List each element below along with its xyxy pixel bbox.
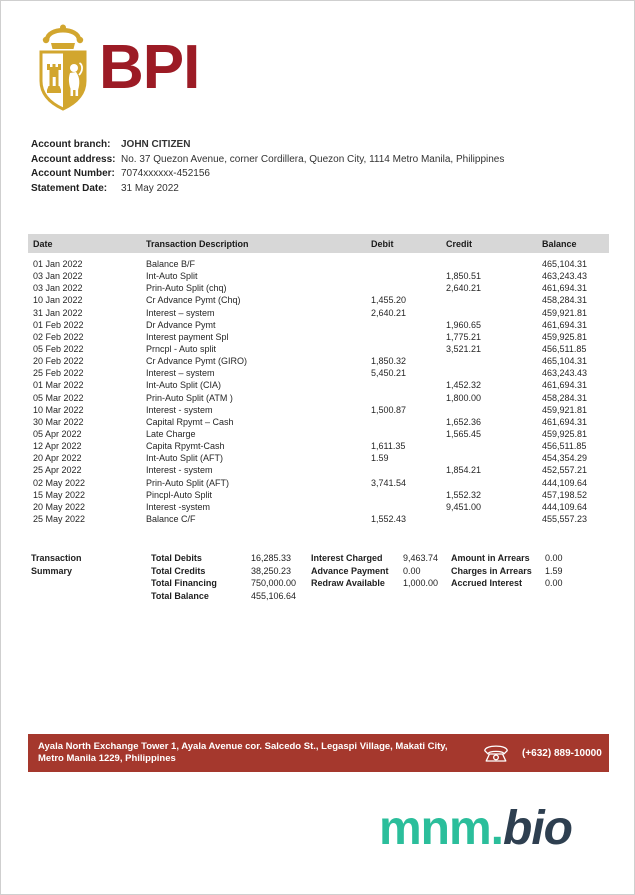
summary-row — [311, 552, 451, 565]
cell-balance: 444,109.64 — [542, 477, 588, 488]
cell-debit — [366, 282, 441, 294]
telephone-icon — [482, 743, 510, 764]
cell-balance: 459,921.81 — [542, 307, 588, 318]
cell-description: Prin-Auto Split (chq) — [146, 283, 227, 294]
cell-debit — [366, 416, 441, 428]
cell-date: 30 Mar 2022 — [33, 416, 84, 427]
table-row — [28, 501, 609, 513]
table-row — [28, 464, 609, 476]
cell-credit: 1,775.21 — [446, 331, 482, 342]
summary-label: Amount in Arrears — [451, 553, 530, 563]
summary-value: 1,000.00 — [403, 578, 439, 589]
account-address-label: Account address: — [31, 153, 116, 165]
table-row — [28, 452, 609, 464]
cell-debit: 1,455.20 — [371, 295, 407, 306]
mnm-bio-watermark — [379, 800, 572, 858]
table-row — [28, 513, 609, 525]
account-branch-label: Account branch: — [31, 139, 111, 150]
table-row — [28, 477, 609, 489]
cell-debit — [366, 270, 441, 282]
cell-description: Balance B/F — [146, 259, 196, 269]
col-header-date: Date — [33, 238, 53, 249]
summary-value: 0.00 — [545, 578, 563, 589]
footer-address: Ayala North Exchange Tower 1, Ayala Avenue cor. Salcedo St., Legaspi Village, Makati City, Metro Manila 1229, Philippines — [38, 740, 448, 764]
footer-bar — [28, 734, 609, 772]
cell-date: 12 Apr 2022 — [33, 441, 82, 452]
cell-credit: 9,451.00 — [446, 501, 482, 512]
cell-credit: 1,652.36 — [446, 416, 482, 427]
cell-debit — [366, 319, 441, 331]
summary-row — [451, 552, 595, 565]
watermark-mnm: mnm. — [379, 802, 504, 855]
account-address-row — [31, 153, 504, 168]
cell-description: Capital Rpymt – Cash — [146, 416, 234, 427]
cell-balance: 456,511.85 — [542, 343, 587, 354]
cell-credit: 1,960.65 — [446, 319, 482, 330]
summary-label: Total Credits — [151, 565, 206, 576]
cell-credit — [441, 404, 537, 416]
account-number-label: Account Number: — [31, 168, 115, 180]
account-number-row — [31, 167, 504, 182]
table-row — [28, 404, 609, 416]
footer-phone-number: (+632) 889-10000 — [522, 747, 602, 759]
table-row — [28, 392, 609, 404]
cell-credit — [441, 452, 537, 464]
cell-date: 25 May 2022 — [33, 513, 86, 524]
cell-description: Balance C/F — [146, 513, 196, 524]
summary-value: 38,250.23 — [251, 565, 292, 576]
cell-balance: 461,694.31 — [542, 319, 588, 330]
summary-row — [451, 565, 595, 578]
cell-credit: 1,800.00 — [446, 392, 482, 403]
cell-description: Capita Rpymt-Cash — [146, 441, 225, 452]
cell-description: Interest - system — [146, 404, 213, 415]
transactions-table — [28, 234, 609, 525]
cell-debit — [366, 428, 441, 440]
cell-date: 31 Jan 2022 — [33, 307, 83, 318]
table-row — [28, 367, 609, 379]
shield-icon — [41, 52, 85, 109]
account-number-value: 7074xxxxxx-452156 — [121, 168, 210, 180]
summary-row — [311, 565, 451, 578]
cell-date: 10 Jan 2022 — [33, 295, 83, 306]
cell-balance: 454,354.29 — [542, 453, 588, 464]
summary-row — [151, 590, 311, 603]
cell-debit: 1,500.87 — [371, 404, 407, 415]
summary-label: Total Debits — [151, 553, 202, 563]
table-row — [28, 270, 609, 282]
cell-balance: 452,557.21 — [542, 465, 588, 476]
summary-value: 0.00 — [403, 565, 421, 576]
cell-date: 05 Feb 2022 — [33, 343, 84, 354]
cell-credit — [441, 258, 537, 270]
summary-label: Charges in Arrears — [451, 565, 532, 576]
cell-credit: 1,565.45 — [446, 428, 482, 439]
cell-date: 01 Jan 2022 — [33, 259, 83, 269]
table-row — [28, 282, 609, 294]
summary-totals-group — [151, 552, 311, 602]
cell-date: 03 Jan 2022 — [33, 271, 83, 282]
summary-value: 9,463.74 — [403, 553, 439, 563]
cell-date: 02 May 2022 — [33, 477, 86, 488]
cell-debit — [366, 392, 441, 404]
cell-balance: 461,694.31 — [542, 380, 588, 391]
cell-description: Dr Advance Pymt — [146, 319, 216, 330]
cell-description: Interest - system — [146, 465, 213, 476]
watermark-bio: bio — [503, 802, 572, 855]
summary-arrears-group — [451, 552, 595, 602]
cell-debit — [366, 464, 441, 476]
summary-row — [451, 577, 595, 590]
summary-label: Accrued Interest — [451, 578, 523, 589]
summary-label: Interest Charged — [311, 553, 383, 563]
summary-label: Total Balance — [151, 590, 209, 601]
cell-date: 02 Feb 2022 — [33, 331, 84, 342]
cell-description: Interest -system — [146, 501, 211, 512]
cell-description: Prin-Auto Split (AFT) — [146, 477, 230, 488]
cell-date: 20 May 2022 — [33, 501, 86, 512]
cell-balance: 459,925.81 — [542, 331, 588, 342]
cell-balance: 456,511.85 — [542, 441, 587, 452]
summary-label: Redraw Available — [311, 578, 385, 589]
summary-interest-group — [311, 552, 451, 602]
cell-credit — [441, 513, 537, 525]
cell-description: Int-Auto Split (AFT) — [146, 453, 224, 464]
cell-date: 05 Mar 2022 — [33, 392, 84, 403]
summary-value: 455,106.64 — [251, 590, 297, 601]
cell-balance: 455,557.23 — [542, 513, 588, 524]
summary-row — [151, 552, 311, 565]
statement-date-value: 31 May 2022 — [121, 182, 179, 194]
col-header-description: Transaction Description — [146, 238, 249, 249]
table-body — [28, 258, 609, 525]
cell-balance: 465,104.31 — [542, 356, 588, 367]
cell-debit — [366, 501, 441, 513]
cell-date: 20 Feb 2022 — [33, 356, 84, 367]
crown-icon — [43, 25, 83, 50]
table-row — [28, 379, 609, 391]
cell-debit — [366, 331, 441, 343]
cell-description: Int-Auto Split (CIA) — [146, 380, 222, 391]
cell-description: Pincpl-Auto Split — [146, 489, 213, 500]
cell-date: 05 Apr 2022 — [33, 428, 82, 439]
cell-date: 25 Feb 2022 — [33, 368, 84, 379]
cell-credit — [441, 440, 537, 452]
cell-debit — [366, 379, 441, 391]
table-row — [28, 428, 609, 440]
cell-credit: 1,854.21 — [446, 465, 482, 476]
cell-balance: 444,109.64 — [542, 501, 588, 512]
summary-row — [311, 577, 451, 590]
transaction-summary — [31, 552, 595, 602]
cell-date: 10 Mar 2022 — [33, 404, 84, 415]
cell-credit: 1,850.51 — [446, 271, 482, 282]
cell-date: 25 Apr 2022 — [33, 465, 82, 476]
table-row — [28, 416, 609, 428]
summary-value: 750,000.00 — [251, 578, 297, 589]
summary-label: Total Financing — [151, 578, 217, 589]
cell-date: 01 Feb 2022 — [33, 319, 84, 330]
cell-credit — [441, 355, 537, 367]
cell-description: Interest – system — [146, 307, 215, 318]
cell-credit — [441, 294, 537, 306]
cell-debit — [366, 258, 441, 270]
cell-credit: 1,552.32 — [446, 489, 482, 500]
cell-balance: 458,284.31 — [542, 392, 588, 403]
cell-debit: 1.59 — [371, 453, 389, 464]
cell-description: Prin-Auto Split (ATM ) — [146, 392, 233, 403]
summary-row — [151, 565, 311, 578]
table-row — [28, 319, 609, 331]
col-header-credit: Credit — [446, 238, 473, 249]
bpi-crest-logo — [34, 23, 92, 116]
cell-credit: 3,521.21 — [446, 343, 482, 354]
table-header-row — [28, 234, 609, 253]
summary-title-line2: Summary — [31, 565, 73, 576]
cell-balance: 463,243.43 — [542, 368, 588, 379]
table-row — [28, 294, 609, 306]
cell-balance: 457,198.52 — [542, 489, 588, 500]
cell-credit: 2,640.21 — [446, 283, 482, 294]
summary-value: 1.59 — [545, 565, 563, 576]
account-branch-value: JOHN CITIZEN — [121, 139, 191, 150]
summary-title — [31, 552, 151, 602]
summary-title-line1: Transaction — [31, 553, 82, 563]
cell-description: Interest payment Spl — [146, 331, 229, 342]
col-header-balance: Balance — [542, 238, 577, 249]
table-row — [28, 440, 609, 452]
table-row — [28, 307, 609, 319]
cell-credit — [441, 477, 537, 489]
cell-credit — [441, 307, 537, 319]
bpi-wordmark: BPI — [99, 33, 200, 102]
summary-label: Advance Payment — [311, 565, 389, 576]
cell-date: 20 Apr 2022 — [33, 453, 82, 464]
table-row — [28, 343, 609, 355]
table-row — [28, 258, 609, 270]
cell-debit: 1,850.32 — [371, 356, 407, 367]
cell-debit: 2,640.21 — [371, 307, 407, 318]
cell-balance: 463,243.43 — [542, 271, 588, 282]
cell-debit — [366, 489, 441, 501]
cell-balance: 459,921.81 — [542, 404, 588, 415]
account-address-value: No. 37 Quezon Avenue, corner Cordillera, Quezon City, 1114 Metro Manila, Philippines — [121, 153, 505, 165]
cell-debit: 5,450.21 — [371, 368, 407, 379]
cell-balance: 461,694.31 — [542, 416, 588, 427]
cell-balance: 458,284.31 — [542, 295, 588, 306]
table-row — [28, 489, 609, 501]
cell-date: 01 Mar 2022 — [33, 380, 84, 391]
cell-balance: 459,925.81 — [542, 428, 588, 439]
cell-description: Cr Advance Pymt (Chq) — [146, 295, 241, 306]
cell-description: Interest – system — [146, 368, 215, 379]
account-info — [31, 138, 504, 196]
account-branch-row — [31, 138, 504, 153]
statement-date-label: Statement Date: — [31, 182, 108, 194]
cell-date: 03 Jan 2022 — [33, 283, 83, 294]
cell-debit: 3,741.54 — [371, 477, 407, 488]
cell-description: Late Charge — [146, 428, 196, 439]
cell-description: Prncpl - Auto split — [146, 343, 217, 354]
cell-debit — [366, 343, 441, 355]
cell-date: 15 May 2022 — [33, 489, 86, 500]
table-row — [28, 355, 609, 367]
cell-credit — [441, 367, 537, 379]
statement-date-row — [31, 182, 504, 197]
summary-row — [151, 577, 311, 590]
cell-description: Cr Advance Pymt (GIRO) — [146, 356, 248, 367]
col-header-debit: Debit — [371, 238, 394, 249]
cell-description: Int-Auto Split — [146, 271, 198, 282]
cell-debit: 1,611.35 — [371, 441, 406, 452]
cell-balance: 465,104.31 — [542, 259, 588, 269]
summary-value: 0.00 — [545, 553, 563, 563]
cell-credit: 1,452.32 — [446, 380, 482, 391]
cell-balance: 461,694.31 — [542, 283, 588, 294]
summary-value: 16,285.33 — [251, 553, 292, 563]
cell-debit: 1,552.43 — [371, 513, 407, 524]
table-row — [28, 331, 609, 343]
